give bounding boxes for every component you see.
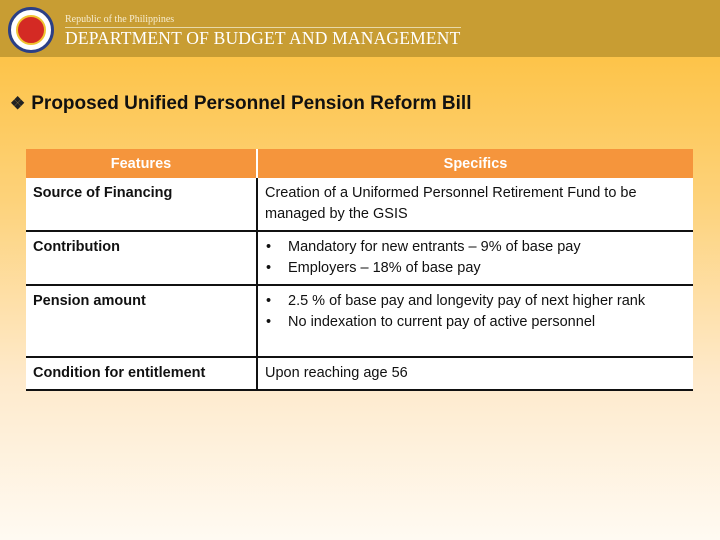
feature-cell: Condition for entitlement bbox=[26, 357, 257, 390]
table-row bbox=[26, 357, 693, 390]
list-item: • No indexation to current pay of active personnel bbox=[265, 312, 686, 333]
feature-cell: Source of Financing bbox=[26, 178, 257, 231]
slide-title bbox=[10, 93, 472, 115]
specific-cell bbox=[257, 285, 693, 357]
specific-cell bbox=[257, 231, 693, 285]
column-header-specifics: Specifics bbox=[257, 149, 693, 178]
table-row bbox=[26, 178, 693, 231]
specific-cell: Upon reaching age 56 bbox=[257, 357, 693, 390]
diamond-bullet-icon: ❖ bbox=[10, 94, 26, 113]
list-item: • Mandatory for new entrants – 9% of base pay bbox=[265, 237, 686, 258]
republic-label: Republic of the Philippines bbox=[65, 14, 175, 25]
pension-table bbox=[26, 149, 693, 391]
feature-cell: Contribution bbox=[26, 231, 257, 285]
slide-title-text: Proposed Unified Personnel Pension Reform Bill bbox=[31, 93, 472, 114]
table-header bbox=[26, 149, 693, 178]
header-banner bbox=[0, 0, 720, 57]
column-header-features: Features bbox=[26, 149, 257, 178]
list-item: • 2.5 % of base pay and longevity pay of next higher rank bbox=[265, 291, 686, 312]
department-name: DEPARTMENT OF BUDGET AND MANAGEMENT bbox=[65, 28, 461, 48]
dbm-seal-logo bbox=[8, 7, 54, 53]
list-item: • Employers – 18% of base pay bbox=[265, 258, 686, 279]
specific-cell: Creation of a Uniformed Personnel Retirement Fund to be managed by the GSIS bbox=[257, 178, 693, 231]
feature-cell: Pension amount bbox=[26, 285, 257, 357]
table-row bbox=[26, 231, 693, 285]
table-row bbox=[26, 285, 693, 357]
